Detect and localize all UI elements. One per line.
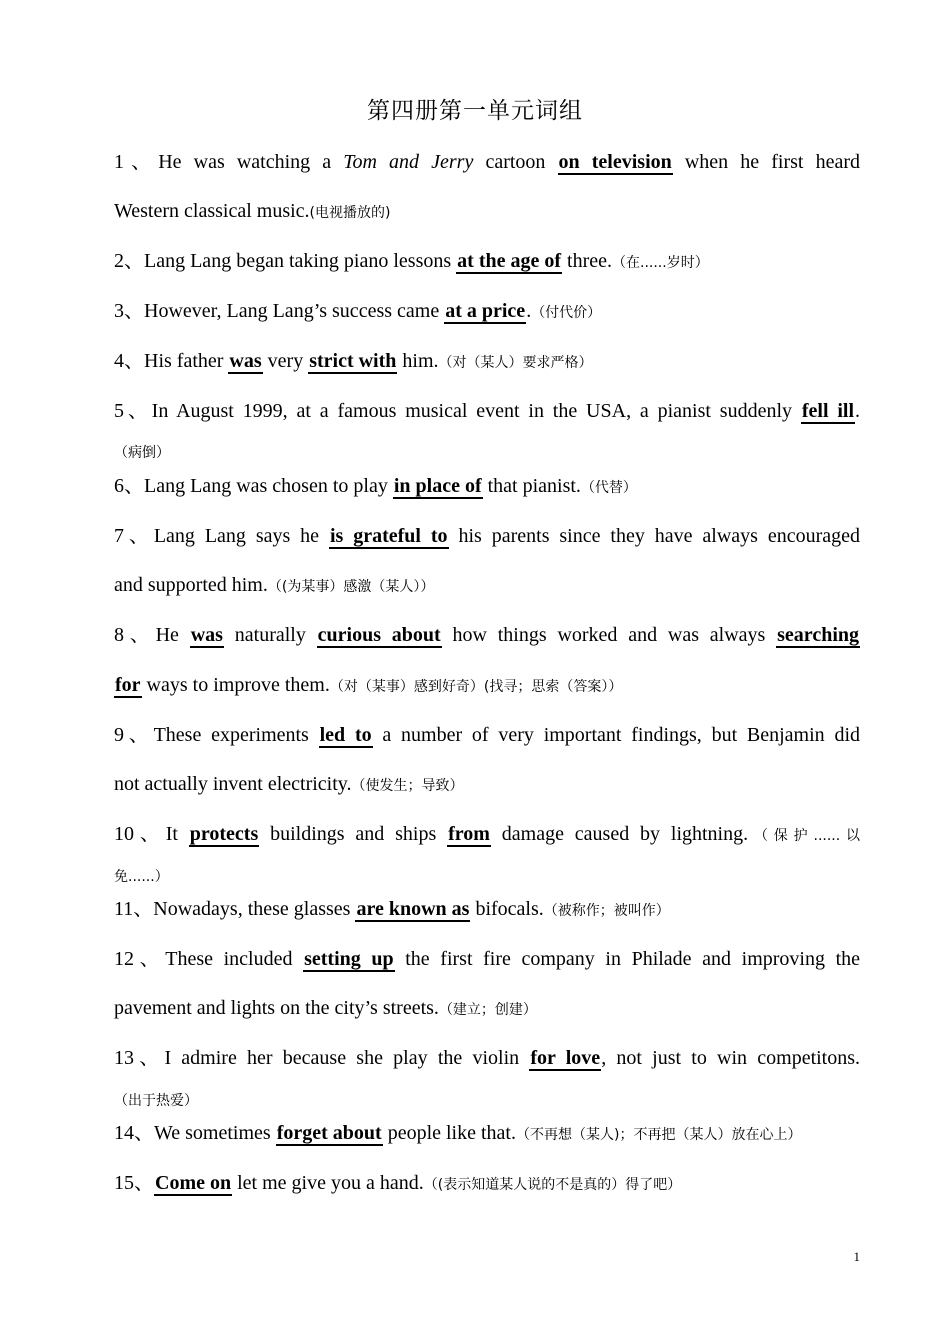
chinese-gloss: （付代价） bbox=[531, 305, 602, 321]
item-text: Lang Lang says he bbox=[153, 525, 329, 547]
item-text: We sometimes bbox=[154, 1122, 276, 1144]
item-text: In August 1999, at a famous musical event in the USA, a pianist suddenly bbox=[151, 400, 801, 422]
item-text: pavement and lights on the city’s streets. bbox=[114, 997, 439, 1019]
keyword-phrase: Come on bbox=[155, 1172, 232, 1194]
item-11 bbox=[114, 894, 860, 926]
item-text: the first fire company in Philade and improving the bbox=[394, 948, 861, 970]
item-text: , not just to win competitons. bbox=[601, 1047, 861, 1069]
item-8-line-1 bbox=[114, 620, 860, 650]
chinese-gloss: 免......） bbox=[114, 869, 169, 885]
keyword-phrase: was bbox=[190, 624, 223, 646]
item-text: and supported him. bbox=[114, 574, 268, 596]
item-number: 10、 bbox=[114, 823, 166, 845]
item-text: three. bbox=[562, 250, 612, 272]
item-number: 11、 bbox=[114, 898, 154, 920]
item-8-line-2 bbox=[114, 670, 860, 702]
item-5-line-1 bbox=[114, 396, 860, 426]
item-5-line-2 bbox=[114, 436, 860, 468]
item-number: 2、 bbox=[114, 250, 144, 272]
item-text: that pianist. bbox=[482, 475, 581, 497]
item-number: 7、 bbox=[114, 525, 154, 547]
chinese-gloss: （在......岁时） bbox=[612, 255, 709, 271]
item-text: damage caused by lightning. bbox=[490, 823, 749, 845]
item-3 bbox=[114, 296, 860, 328]
item-text: Western classical music. bbox=[114, 200, 310, 222]
item-14 bbox=[114, 1118, 860, 1150]
chinese-gloss: （被称作；被叫作） bbox=[543, 903, 670, 919]
item-text: people like that. bbox=[382, 1122, 516, 1144]
item-number: 14、 bbox=[114, 1122, 154, 1144]
keyword-phrase: is grateful to bbox=[329, 525, 448, 547]
item-text: However, Lang Lang’s success came bbox=[144, 300, 445, 322]
item-number: 6、 bbox=[114, 475, 144, 497]
item-text: how things worked and was always bbox=[441, 624, 777, 646]
item-4 bbox=[114, 346, 860, 378]
item-number: 8、 bbox=[114, 624, 156, 646]
chinese-gloss: （(为某事）感激（某人）） bbox=[267, 579, 435, 595]
item-text: naturally bbox=[223, 624, 317, 646]
item-number: 13、 bbox=[114, 1047, 165, 1069]
item-text: very bbox=[262, 350, 309, 372]
item-number: 12、 bbox=[114, 948, 166, 970]
item-text: . bbox=[855, 400, 860, 422]
item-9-line-2 bbox=[114, 769, 860, 801]
item-2 bbox=[114, 246, 860, 278]
keyword-phrase: at the age of bbox=[457, 250, 562, 272]
item-text: . bbox=[526, 300, 532, 322]
item-text: bifocals. bbox=[470, 898, 544, 920]
item-number: 15、 bbox=[114, 1172, 154, 1194]
keyword-phrase: was bbox=[229, 350, 262, 372]
item-7-line-2 bbox=[114, 570, 860, 602]
chinese-gloss: （对（某事）感到好奇）(找寻；思索（答案）） bbox=[329, 679, 623, 695]
keyword-phrase: on television bbox=[558, 151, 672, 173]
item-text: Lang Lang began taking piano lessons bbox=[144, 250, 457, 272]
item-number: 3、 bbox=[114, 300, 144, 322]
item-text: his parents since they have always encouraged bbox=[448, 525, 861, 547]
item-15 bbox=[114, 1168, 860, 1200]
item-text: Lang Lang was chosen to play bbox=[144, 475, 393, 497]
item-1-line-1 bbox=[114, 147, 860, 177]
item-text: ways to improve them. bbox=[141, 674, 330, 696]
keyword-phrase: in place of bbox=[393, 475, 482, 497]
keyword-phrase: fell ill bbox=[801, 400, 854, 422]
item-13-line-1 bbox=[114, 1043, 860, 1073]
chinese-gloss: （对（某人）要求严格） bbox=[438, 355, 593, 371]
chinese-gloss: （出于热爱） bbox=[114, 1093, 198, 1109]
keyword-phrase: led to bbox=[319, 724, 372, 746]
chinese-gloss: （保护......以 bbox=[748, 828, 861, 844]
item-number: 1、 bbox=[114, 151, 159, 173]
item-text: These included bbox=[165, 948, 304, 970]
keyword-phrase: protects bbox=[189, 823, 259, 845]
item-text: cartoon bbox=[473, 151, 558, 173]
item-text: These experiments bbox=[153, 724, 319, 746]
chinese-gloss: （病倒） bbox=[114, 445, 170, 461]
keyword-phrase: from bbox=[448, 823, 490, 845]
item-italic-title: Tom and Jerry bbox=[343, 151, 474, 173]
keyword-phrase: for love bbox=[530, 1047, 601, 1069]
item-12-line-1 bbox=[114, 944, 860, 974]
keyword-phrase: setting up bbox=[304, 948, 394, 970]
item-text: He bbox=[155, 624, 190, 646]
item-text: I admire her because she play the violin bbox=[164, 1047, 530, 1069]
item-text: let me give you a hand. bbox=[232, 1172, 424, 1194]
item-1-line-2 bbox=[114, 196, 860, 228]
keyword-phrase: are known as bbox=[356, 898, 470, 920]
chinese-gloss: （代替） bbox=[580, 480, 637, 496]
item-text: buildings and ships bbox=[259, 823, 448, 845]
item-text: His father bbox=[144, 350, 229, 372]
item-9-line-1 bbox=[114, 720, 860, 750]
chinese-gloss: （使发生；导致） bbox=[351, 778, 464, 794]
item-10-line-1 bbox=[114, 819, 860, 851]
item-text: It bbox=[165, 823, 189, 845]
item-text: not actually invent electricity. bbox=[114, 773, 352, 795]
item-number: 5、 bbox=[114, 400, 152, 422]
chinese-gloss: （建立；创建） bbox=[438, 1002, 537, 1018]
item-13-line-2 bbox=[114, 1084, 860, 1116]
keyword-phrase: searching bbox=[777, 624, 859, 646]
item-text: him. bbox=[397, 350, 439, 372]
keyword-phrase: forget about bbox=[276, 1122, 382, 1144]
item-number: 9、 bbox=[114, 724, 154, 746]
keyword-phrase: curious about bbox=[317, 624, 441, 646]
chinese-gloss: （(表示知道某人说的不是真的）得了吧） bbox=[423, 1177, 682, 1193]
keyword-phrase: for bbox=[115, 674, 141, 696]
chinese-gloss: (电视播放的) bbox=[309, 205, 391, 221]
item-text: He was watching a bbox=[158, 151, 344, 173]
chinese-gloss: （不再想（某人)；不再把（某人）放在心上） bbox=[515, 1127, 802, 1143]
item-text: a number of very important findings, but Benjamin did bbox=[372, 724, 861, 746]
keyword-phrase: strict with bbox=[309, 350, 397, 372]
page-number: 1 bbox=[853, 1249, 860, 1264]
item-text: when he first heard bbox=[672, 151, 860, 173]
item-10-line-2 bbox=[114, 860, 860, 892]
item-text: Nowadays, these glasses bbox=[153, 898, 356, 920]
item-number: 4、 bbox=[114, 350, 144, 372]
item-6 bbox=[114, 471, 860, 503]
item-12-line-2 bbox=[114, 993, 860, 1025]
keyword-phrase: at a price bbox=[445, 300, 526, 322]
item-7-line-1 bbox=[114, 521, 860, 551]
page-title: 第四册第一单元词组 bbox=[367, 98, 583, 123]
